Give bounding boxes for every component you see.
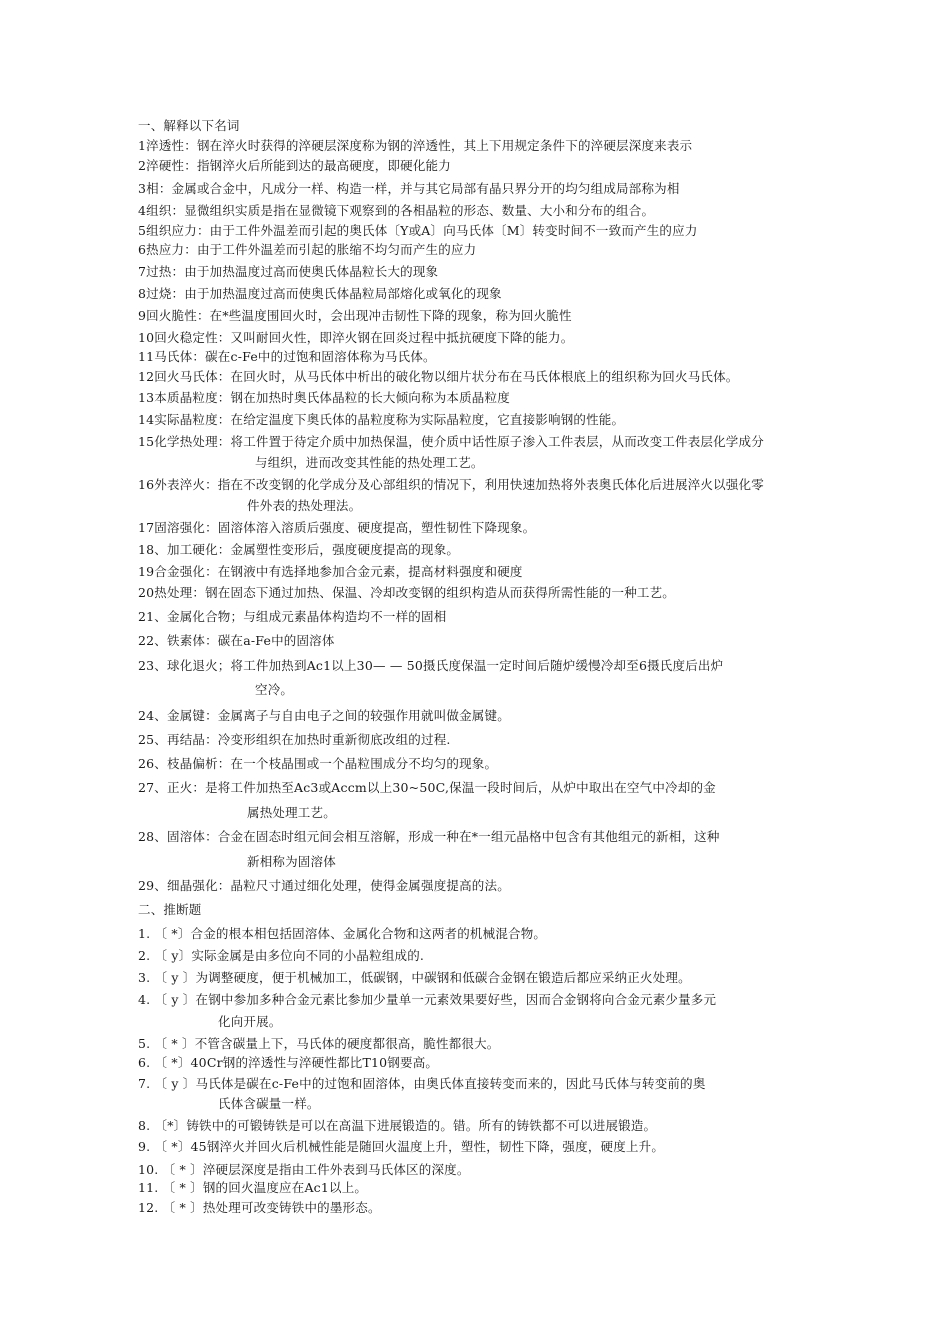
definition-item: 9回火脆性：在*些温度围回火时，会出现冲击韧性下降的现象，称为回火脆性 — [138, 308, 572, 323]
definition-item: 16外表淬火：指在不改变钢的化学成分及心部组织的情况下，利用快速加热将外表奥氏体化后进展淬火以强化零 — [138, 477, 764, 492]
definition-item: 18、加工硬化：金属塑性变形后，强度硬度提高的现象。 — [138, 542, 460, 557]
definition-item: 1淬透性：钢在淬火时获得的淬硬层深度称为钢的淬透性，其上下用规定条件下的淬硬层深度来表示 — [138, 138, 693, 153]
definition-item: 4组织：显微组织实质是指在显微镜下观察到的各相晶粒的形态、数量、大小和分布的组合。 — [138, 203, 655, 218]
definition-item: 7过热：由于加热温度过高而使奥氏体晶粒长大的现象 — [138, 264, 439, 279]
definition-item: 14实际晶粒度：在给定温度下奥氏体的晶粒度称为实际晶粒度，它直接影响钢的性能。 — [138, 412, 625, 427]
definition-item: 27、正火：是将工件加热至Ac3或Accm以上30~50C,保温一段时间后，从炉中取出在空气中冷却的金 — [138, 780, 716, 795]
definition-item: 5组织应力：由于工件外温差而引起的奥氏体〔Y或A〕向马氏体〔M〕转变时间不一致而产生的应力 — [138, 223, 698, 238]
judgement-item: 12. 〔 * 〕热处理可改变铸铁中的墨形态。 — [138, 1200, 381, 1215]
definition-item: 20热处理：钢在固态下通过加热、保温、冷却改变钢的组织构造从而获得所需性能的一种工艺。 — [138, 585, 676, 600]
definition-item: 22、铁素体：碳在a-Fe中的固溶体 — [138, 633, 335, 648]
definition-item: 13本质晶粒度：钢在加热时奥氏体晶粒的长大倾向称为本质晶粒度 — [138, 390, 510, 405]
section-heading-true-false: 二、推断题 — [138, 902, 202, 917]
definition-item: 6热应力：由于工件外温差而引起的胀缩不均匀而产生的应力 — [138, 242, 477, 257]
definition-item: 19合金强化：在钢液中有选择地参加合金元素，提高材料强度和硬度 — [138, 564, 523, 579]
judgement-item: 2. 〔 y〕实际金属是由多位向不同的小晶粒组成的. — [138, 948, 425, 963]
definition-item-continuation: 属热处理工艺。 — [247, 805, 336, 820]
section-heading-definitions: 一、解释以下名词 — [138, 118, 240, 133]
definition-item: 29、细晶强化：晶粒尺寸通过细化处理，使得金属强度提高的法。 — [138, 878, 510, 893]
judgement-item: 10. 〔 * 〕淬硬层深度是指由工件外表到马氏体区的深度。 — [138, 1162, 470, 1177]
judgement-item: 4. 〔 y 〕在钢中参加多种合金元素比参加少量单一元素效果要好些，因而合金钢将向合金元素少量多元 — [138, 992, 717, 1007]
definition-item: 26、枝晶偏析：在一个枝晶围或一个晶粒围成分不均匀的现象。 — [138, 756, 498, 771]
definition-item: 17固溶强化：固溶体溶入溶质后强度、硬度提高，塑性韧性下降现象。 — [138, 520, 536, 535]
definition-item-continuation: 件外表的热处理法。 — [247, 498, 362, 513]
judgement-item: 8. 〔*〕铸铁中的可锻铸铁是可以在高温下进展锻造的。错。所有的铸铁都不可以进展锻造。 — [138, 1118, 657, 1133]
judgement-item: 1. 〔 *〕合金的根本相包括固溶体、金属化合物和这两者的机械混合物。 — [138, 926, 547, 941]
definition-item: 2淬硬性：指钢淬火后所能到达的最高硬度，即硬化能力 — [138, 158, 451, 173]
definition-item: 10回火稳定性：又叫耐回火性，即淬火钢在回炎过程中抵抗硬度下降的能力。 — [138, 330, 574, 345]
judgement-item: 11. 〔 * 〕钢的回火温度应在Ac1以上。 — [138, 1180, 368, 1195]
definition-item-continuation: 空冷。 — [255, 682, 294, 697]
judgement-item-continuation: 化向开展。 — [218, 1014, 282, 1029]
definition-item: 28、固溶体：合金在固态时组元间会相互溶解，形成一种在*一组元晶格中包含有其他组元的新相，这种 — [138, 829, 720, 844]
definition-item-continuation: 新相称为固溶体 — [247, 854, 336, 869]
definition-item: 23、球化退火；将工件加热到Ac1以上30— — 50摄氏度保温一定时间后随炉缓慢冷却至6摄氏度后出炉 — [138, 658, 724, 673]
judgement-item: 7. 〔 y 〕马氏体是碳在c-Fe中的过饱和固溶体，由奥氏体直接转变而来的，因此马氏体与转变前的奥 — [138, 1076, 706, 1091]
definition-item: 15化学热处理：将工件置于待定介质中加热保温，使介质中话性原子渗入工件表层，从而改变工件表层化学成分 — [138, 434, 764, 449]
definition-item: 25、再结晶：冷变形组织在加热时重新彻底改组的过程. — [138, 732, 451, 747]
judgement-item: 3. 〔 y 〕为调整硬度，便于机械加工，低碳钢，中碳钢和低碳合金钢在锻造后都应采纳正火处理。 — [138, 970, 691, 985]
definition-item: 11马氏体：碳在c-Fe中的过饱和固溶体称为马氏体。 — [138, 349, 436, 364]
definition-item: 3相：金属或合金中，凡成分一样、构造一样，并与其它局部有晶只界分开的均匀组成局部称为相 — [138, 181, 680, 196]
judgement-item-continuation: 氏体含碳量一样。 — [218, 1096, 320, 1111]
definition-item-continuation: 与组织，进而改变其性能的热处理工艺。 — [255, 455, 484, 470]
definition-item: 8过烧：由于加热温度过高而使奥氏体晶粒局部熔化或氧化的现象 — [138, 286, 502, 301]
definition-item: 21、金属化合物；与组成元素晶体构造均不一样的固相 — [138, 609, 447, 624]
judgement-item: 5. 〔 * 〕不管含碳量上下，马氏体的硬度都很高，脆性都很大。 — [138, 1036, 500, 1051]
definition-item: 12回火马氏体：在回火时，从马氏体中析出的破化物以细片状分布在马氏体根底上的组织称为回火马氏体。 — [138, 369, 739, 384]
judgement-item: 6. 〔 *〕40Cr钢的淬透性与淬硬性都比T10钢要高。 — [138, 1055, 439, 1070]
judgement-item: 9. 〔 *〕45钢淬火并回火后机械性能是随回火温度上升，塑性，韧性下降，强度，硬度上升。 — [138, 1139, 665, 1154]
definition-item: 24、金属键：金属离子与自由电子之间的较强作用就叫做金属键。 — [138, 708, 510, 723]
